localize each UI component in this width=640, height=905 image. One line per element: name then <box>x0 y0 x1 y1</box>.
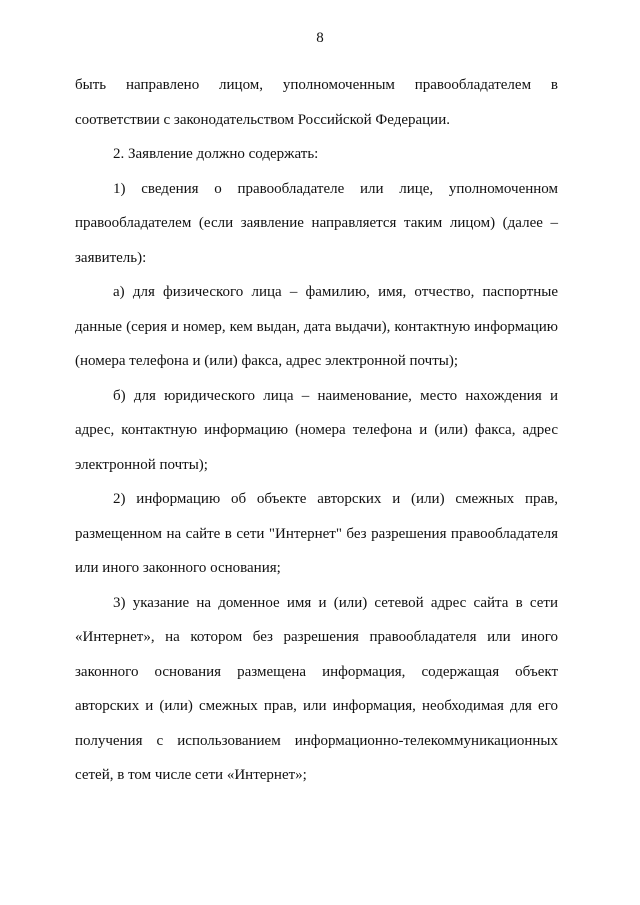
paragraph-subitem-a: а) для физического лица – фамилию, имя, отчество, паспортные данные (серия и номер, кем выдан, дата выдачи), контактную информацию (номера телефона и (или) факса, адрес электронной почты); <box>75 284 558 369</box>
paragraph-subitem-3: 3) указание на доменное имя и (или) сетевой адрес сайта в сети «Интернет», на котором без разрешения правообладателя или иного законного основания размещена информация, содержащая объект авторских и (или) смежных прав, или информация, необходимая для его получения с использованием информационно-телекоммуникационных сетей, в том числе сети «Интернет»; <box>75 594 558 783</box>
paragraph-subitem-1: 1) сведения о правообладателе или лице, уполномоченном правообладателем (если заявление направляется таким лицом) (далее – заявитель): <box>75 180 558 266</box>
document-body <box>75 68 558 793</box>
paragraph-item-2: 2. Заявление должно содержать: <box>113 146 319 162</box>
page-number: 8 <box>316 30 324 46</box>
paragraph-continuation: быть направлено лицом, уполномоченным правообладателем в соответствии с законодательством Российской Федерации. <box>75 77 558 128</box>
paragraph-subitem-2: 2) информацию об объекте авторских и (или) смежных прав, размещенном на сайте в сети "Интернет" без разрешения правообладателя или иного законного основания; <box>75 491 558 576</box>
paragraph-subitem-b: б) для юридического лица – наименование, место нахождения и адрес, контактную информацию (номера телефона и (или) факса, адрес электронной почты); <box>75 387 558 473</box>
